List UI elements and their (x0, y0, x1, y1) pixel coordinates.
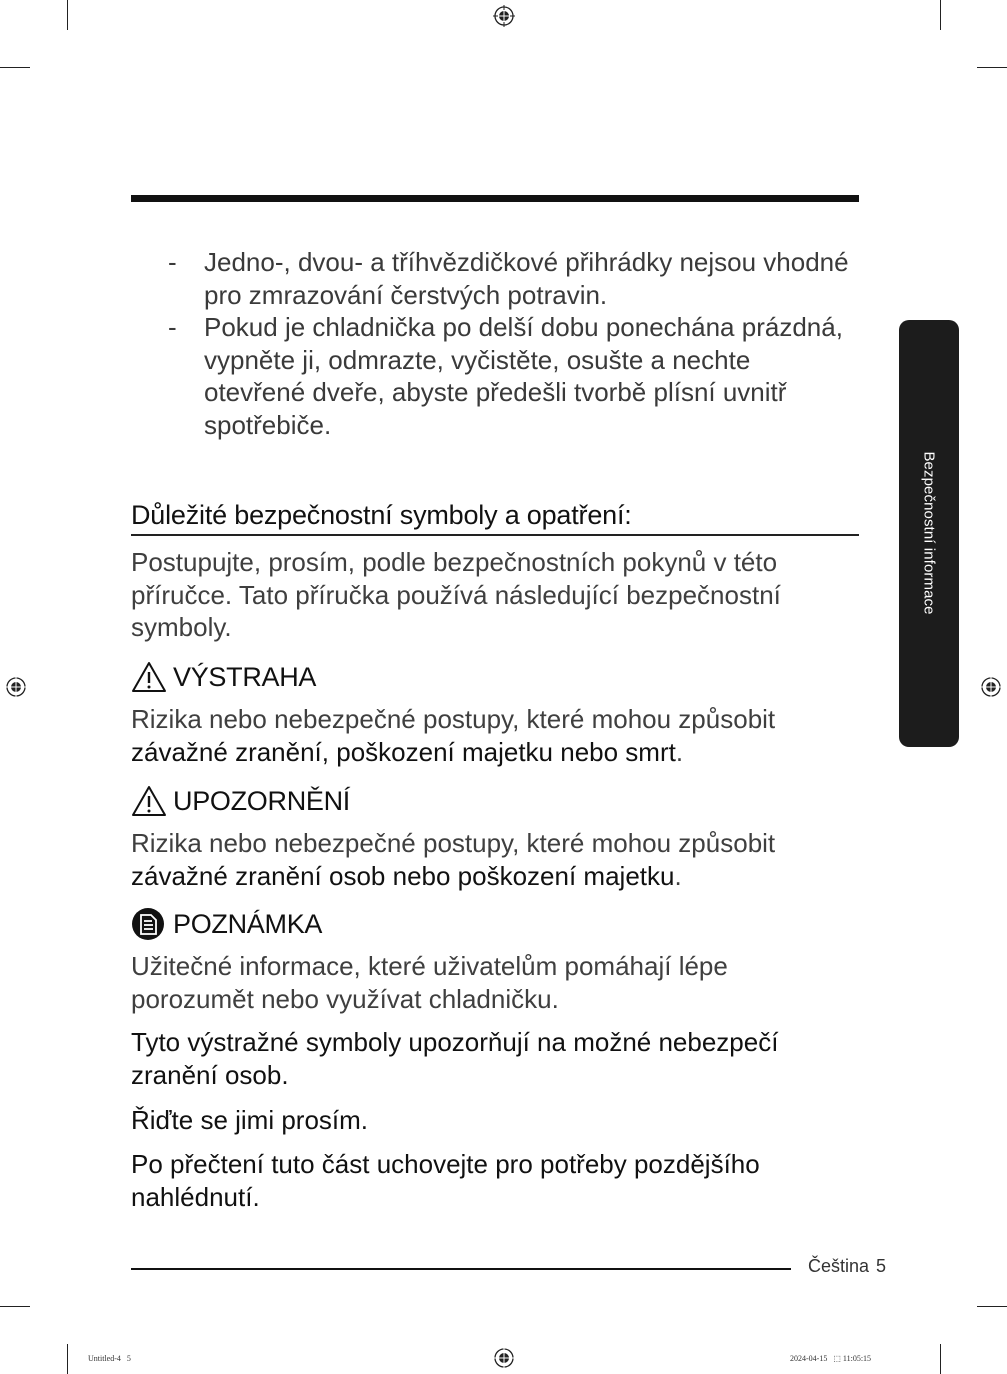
caution-period: . (674, 860, 682, 891)
caution-heading (131, 783, 350, 819)
crop-mark (67, 1344, 68, 1374)
bullet-dash: - (168, 247, 177, 277)
page-number: 5 (876, 1256, 887, 1276)
warning-triangle-icon (131, 661, 167, 693)
list-item-text: Pokud je chladnička po delší dobu ponechána prázdná, vypněte ji, odmrazte, vyčistěte, osušte a nechte otevřené dveře, abyste předešli tvorbě plísní uvnitř spotřebiče. (204, 312, 843, 440)
bullet-list (168, 246, 858, 441)
caution-label: UPOZORNĚNÍ (173, 785, 351, 816)
crop-mark (940, 1344, 941, 1374)
note-text: Užitečné informace, které uživatelům pomáhají lépe porozumět nebo využívat chladničku. (131, 951, 728, 1014)
warning-triangle-icon (131, 785, 167, 817)
warning-line-1: Rizika nebo nebezpečné postupy, které mohou způsobit (131, 704, 776, 734)
footer-language: Čeština (808, 1256, 870, 1276)
section-intro: Postupujte, prosím, podle bezpečnostních pokynů v této příručce. Tato příručka používá následující bezpečnostní symboly. (131, 547, 781, 642)
note-heading (131, 906, 322, 942)
closing-paragraph: Tyto výstražné symboly upozorňují na možné nebezpečí zranění osob. (131, 1027, 779, 1090)
warning-period: . (675, 736, 684, 767)
warning-line-2: závažné zranění, poškození majetku nebo smrt (131, 736, 676, 767)
print-file-label: Untitled-4 5 (88, 1354, 131, 1363)
bullet-dash: - (168, 312, 177, 342)
top-rule (131, 195, 859, 202)
closing-paragraph: Řiďte se jimi prosím. (131, 1105, 369, 1135)
section-title: Důležité bezpečnostní symboly a opatření: (131, 500, 632, 530)
footer-rule (131, 1268, 791, 1270)
crop-mark (0, 67, 30, 68)
list-item (168, 311, 858, 441)
crop-mark (977, 1306, 1007, 1307)
list-item (168, 246, 858, 311)
closing-paragraph: Po přečtení tuto část uchovejte pro potřeby pozdějšího nahlédnutí. (131, 1149, 760, 1212)
registration-mark-icon (5, 676, 27, 698)
crop-mark (940, 0, 941, 30)
warning-heading (131, 659, 316, 695)
warning-label: VÝSTRAHA (173, 661, 317, 692)
caution-text (131, 827, 831, 892)
print-timestamp: 2024-04-15 ⬚ 11:05:15 (790, 1354, 872, 1363)
list-item-text: Jedno-, dvou- a tříhvězdičkové přihrádky nejsou vhodné pro zmrazování čerstvých potravin. (204, 247, 849, 310)
caution-line-1: Rizika nebo nebezpečné postupy, které mohou způsobit (131, 828, 776, 858)
section-rule (131, 534, 859, 536)
crop-mark (67, 0, 68, 30)
warning-text (131, 703, 831, 768)
side-tab-label: Bezpečnostní informace (920, 451, 938, 615)
crop-mark (0, 1306, 30, 1307)
registration-mark-icon (493, 5, 515, 27)
note-icon (131, 907, 167, 941)
side-tab (899, 320, 959, 747)
crop-mark (977, 67, 1007, 68)
caution-line-2: závažné zranění osob nebo poškození majetku (131, 860, 675, 891)
registration-mark-icon (493, 1347, 515, 1369)
registration-mark-icon (980, 676, 1002, 698)
note-label: POZNÁMKA (173, 908, 323, 939)
